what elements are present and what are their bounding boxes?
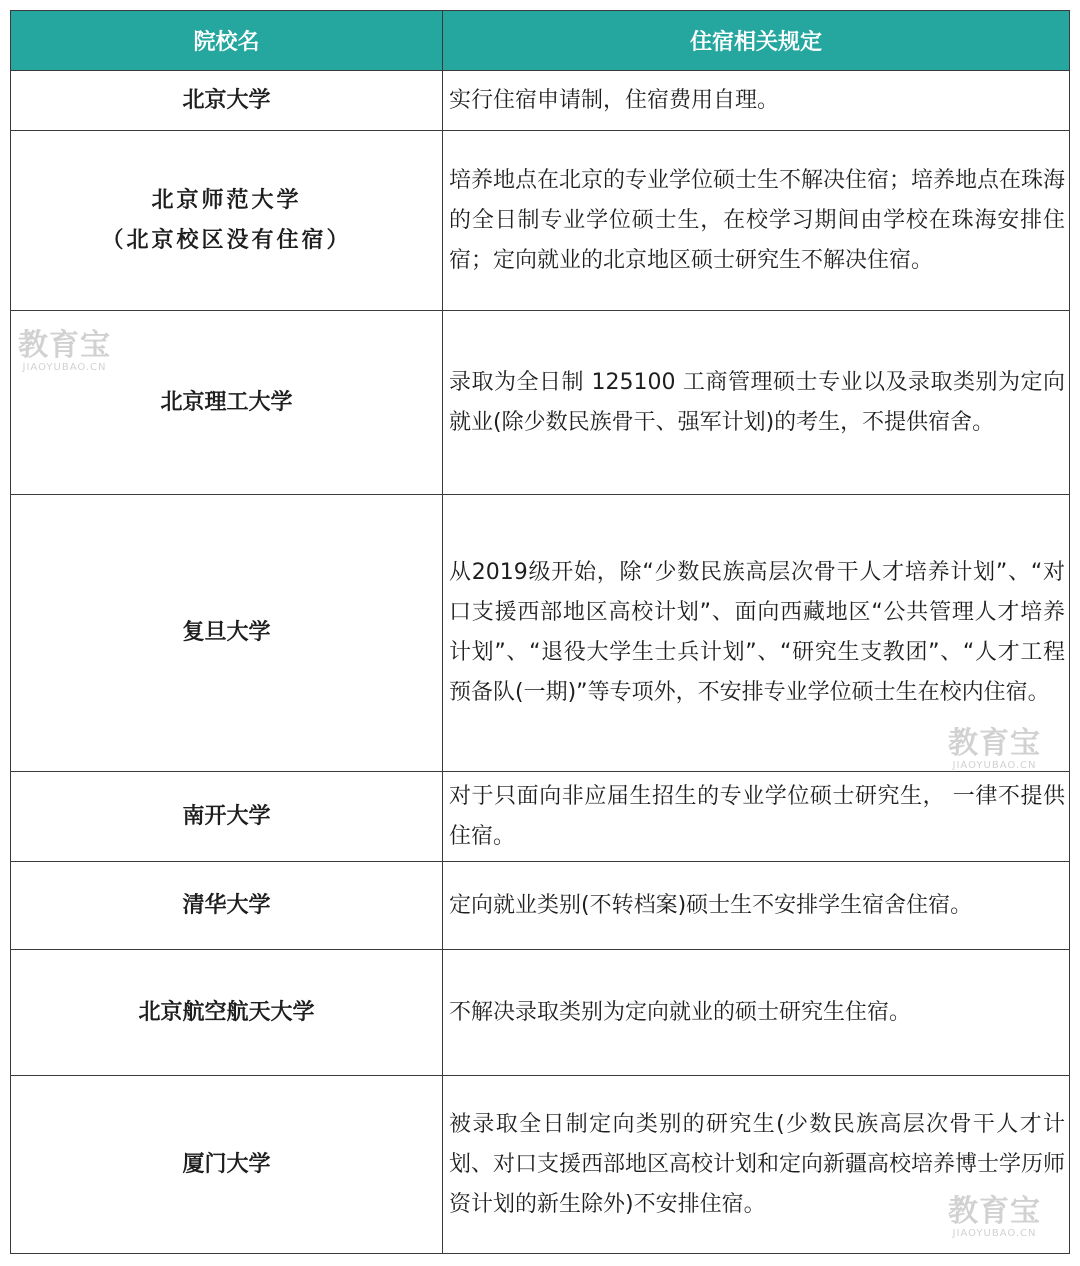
school-name: 北京大学 [182,87,271,113]
school-name-cell [11,950,443,1076]
header-dorm-policy: 住宿相关规定 [443,11,1070,71]
policy-cell: 培养地点在北京的专业学位硕士生不解决住宿；培养地点在珠海的全日制专业学位硕士生，在校学习期间由学校在珠海安排住宿；定向就业的北京地区硕士研究生不解决住宿。 [443,131,1070,311]
policy-cell: 定向就业类别(不转档案)硕士生不安排学生宿舍住宿。 [443,862,1070,950]
school-name-cell [11,131,443,311]
watermark-url: JIAOYUBAO.CN [952,760,1037,771]
school-note: （北京校区没有住宿） [101,227,352,253]
header-school-name: 院校名 [11,11,443,71]
school-name-cell [11,495,443,772]
watermark-title: 教育宝 [948,726,1041,761]
dormitory-policy-table [10,10,1070,1254]
watermark-title: 教育宝 [948,1194,1041,1229]
school-name: 北京师范大学 [151,187,302,213]
table-row [11,131,1070,311]
school-name: 复旦大学 [182,620,271,645]
table-row [11,1076,1070,1254]
policy-cell: 从2019级开始，除“少数民族高层次骨干人才培养计划”、“对口支援西部地区高校计划”、面向西藏地区“公共管理人才培养计划”、“退役大学生士兵计划”、“研究生支教团”、“人才工程预备队(一期)”等专项外，不安排专业学位硕士生在校内住宿。 [443,495,1070,772]
policy-cell: 被录取全日制定向类别的研究生(少数民族高层次骨干人才计划、对口支援西部地区高校计划和定向新疆高校培养博士学历师资计划的新生除外)不安排住宿。 [443,1076,1070,1254]
watermark-logo [948,1196,1041,1240]
watermark-logo [18,330,111,374]
school-name-cell [11,862,443,950]
school-name-cell [11,71,443,131]
school-name: 北京理工大学 [160,389,293,415]
table-row [11,311,1070,495]
watermark-logo [948,728,1041,772]
watermark-url: JIAOYUBAO.CN [952,1228,1037,1239]
table-row [11,862,1070,950]
school-name: 南开大学 [182,803,271,829]
table-header-row [11,11,1070,71]
table-row [11,772,1070,862]
table-row [11,950,1070,1076]
school-name-cell [11,1076,443,1254]
watermark-url: JIAOYUBAO.CN [22,362,107,373]
school-name: 厦门大学 [182,1151,271,1177]
watermark-title: 教育宝 [18,328,111,363]
policy-cell: 不解决录取类别为定向就业的硕士研究生住宿。 [443,950,1070,1076]
table-row [11,495,1070,772]
policy-cell: 对于只面向非应届生招生的专业学位硕士研究生， 一律不提供住宿。 [443,772,1070,862]
school-name-cell [11,772,443,862]
school-name: 清华大学 [182,892,271,918]
policy-cell: 录取为全日制 125100 工商管理硕士专业以及录取类别为定向就业(除少数民族骨干、强军计划)的考生，不提供宿舍。 [443,311,1070,495]
school-name: 北京航空航天大学 [138,999,315,1025]
policy-cell: 实行住宿申请制，住宿费用自理。 [443,71,1070,131]
table-row [11,71,1070,131]
